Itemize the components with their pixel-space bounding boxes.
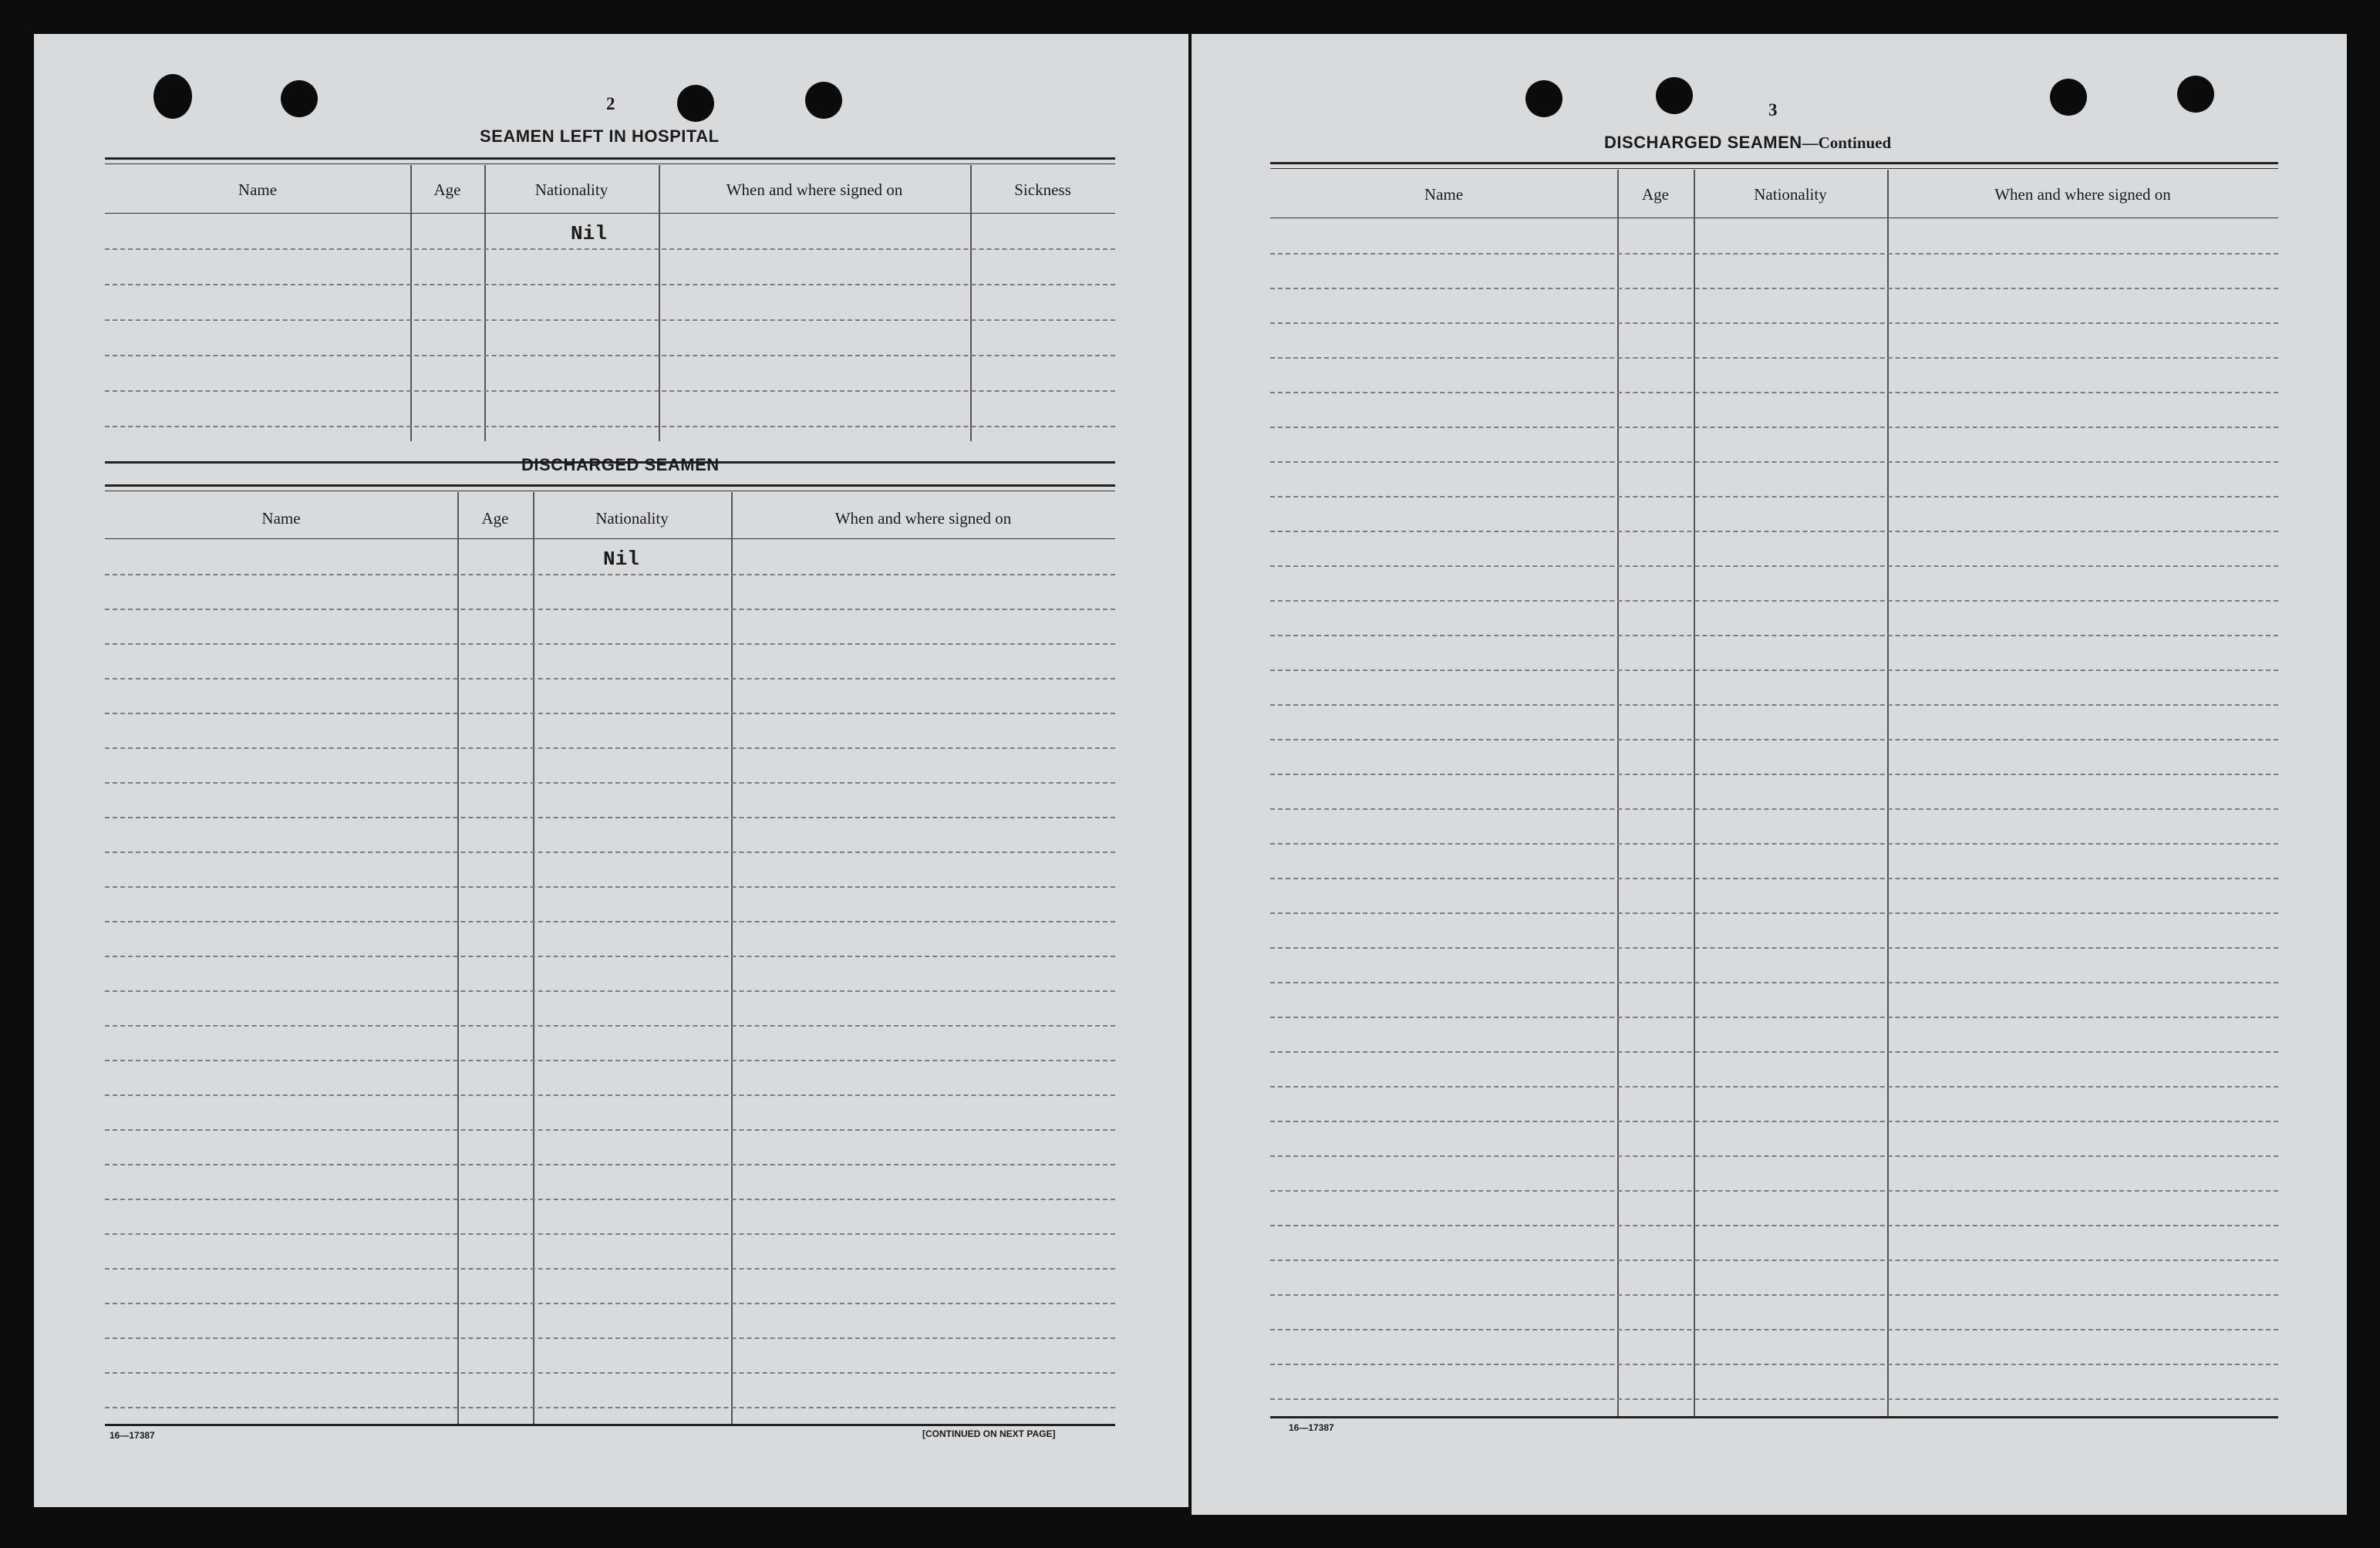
column-header-when-where: When and where signed on xyxy=(1994,185,2171,204)
discharged-continued-title xyxy=(1604,133,1891,153)
column-header-nationality: Nationality xyxy=(534,180,608,199)
column-header-nationality: Nationality xyxy=(595,509,669,528)
title-suffix: —Continued xyxy=(1802,133,1892,152)
discharged-table-title: DISCHARGED SEAMEN xyxy=(521,455,720,474)
right-page xyxy=(1192,34,2347,1515)
page-number: 2 xyxy=(606,94,615,113)
left-page xyxy=(34,34,1188,1507)
punch-hole xyxy=(2050,79,2087,116)
hospital-table-title: SEAMEN LEFT IN HOSPITAL xyxy=(480,126,720,146)
punch-hole xyxy=(805,82,842,119)
column-header-when-where: When and where signed on xyxy=(834,509,1012,528)
punch-hole xyxy=(153,74,192,119)
punch-hole xyxy=(281,80,318,117)
punch-hole xyxy=(2177,76,2214,113)
punch-hole xyxy=(1656,77,1693,114)
page-number: 3 xyxy=(1768,100,1778,120)
form-number: 16—17387 xyxy=(110,1430,155,1441)
column-header-sickness: Sickness xyxy=(1014,180,1071,199)
form-number: 16—17387 xyxy=(1289,1422,1334,1433)
discharged-nil-entry: Nil xyxy=(603,548,639,571)
column-header-age: Age xyxy=(433,180,461,199)
column-header-name: Name xyxy=(1424,185,1464,204)
hospital-table xyxy=(105,157,1115,464)
discharged-table xyxy=(105,484,1115,1456)
hospital-nil-entry: Nil xyxy=(571,222,607,245)
discharged-continued-table xyxy=(1270,162,2278,1427)
punch-hole xyxy=(677,85,714,122)
column-header-nationality: Nationality xyxy=(1754,185,1827,204)
column-header-age: Age xyxy=(1642,185,1669,204)
column-header-name: Name xyxy=(238,180,278,199)
continued-note: [CONTINUED ON NEXT PAGE] xyxy=(922,1428,1056,1439)
column-header-age: Age xyxy=(481,509,509,528)
column-header-name: Name xyxy=(261,509,301,528)
punch-hole xyxy=(1525,80,1563,117)
title-main: DISCHARGED SEAMEN xyxy=(1604,133,1802,152)
column-header-when-where: When and where signed on xyxy=(726,180,903,199)
